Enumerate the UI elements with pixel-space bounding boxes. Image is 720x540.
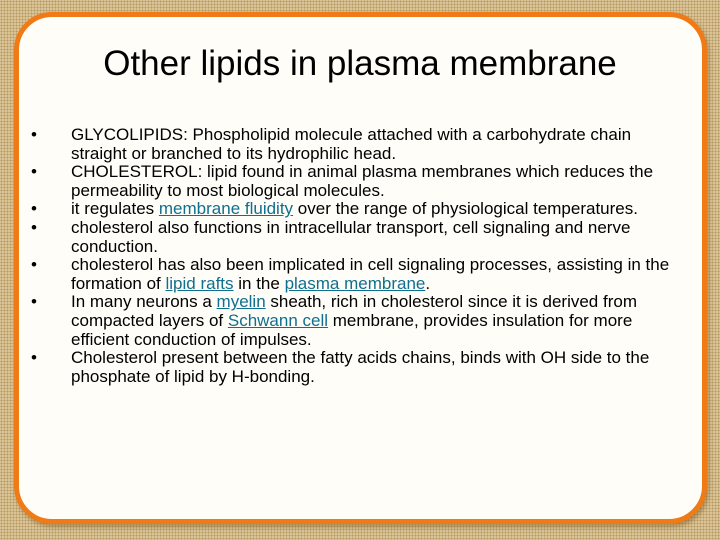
bullet-marker: • — [31, 255, 37, 275]
bullet-text: In many neurons a — [71, 292, 217, 312]
bullet-text: . — [425, 273, 431, 293]
bullet-marker: • — [31, 125, 37, 144]
bullet-link[interactable]: myelin — [216, 292, 266, 312]
bullet-item — [28, 126, 688, 163]
bullet-link[interactable]: lipid rafts — [165, 273, 234, 293]
bullet-marker: • — [31, 199, 37, 219]
bullet-list — [28, 126, 688, 386]
bullet-text: cholesterol has also been implicated in cell signaling processes, assisting in the formation of — [71, 255, 670, 293]
bullet-link[interactable]: Schwann cell — [227, 310, 329, 330]
bullet-text: in the — [233, 273, 285, 293]
bullet-marker: • — [31, 348, 37, 368]
bullet-marker: • — [31, 217, 37, 237]
bullet-text: over the range of physiological temperatures. — [293, 199, 638, 219]
bullet-text: cholesterol also functions in intracellular transport, cell signaling and nerve conduction. — [71, 217, 631, 256]
bullet-text: Cholesterol present between the fatty acids chains, binds with OH side to the phosphate of lipid by H-bonding. — [71, 348, 650, 386]
bullet-item — [28, 349, 688, 386]
bullet-text: CHOLESTEROL: lipid found in animal plasma membranes which reduces the permeability to most biological molecules. — [71, 162, 654, 200]
bullet-item — [28, 293, 688, 349]
bullet-link[interactable]: plasma membrane — [284, 273, 426, 293]
slide-title: Other lipids in plasma membrane — [103, 44, 617, 83]
bullet-text: membrane, provides insulation for more efficient conduction of impulses. — [71, 310, 633, 349]
bullet-link[interactable]: membrane fluidity — [158, 199, 294, 219]
bullet-marker: • — [31, 292, 37, 312]
bullet-item — [28, 163, 688, 200]
bullet-item — [28, 200, 688, 219]
bullet-text: sheath, rich in cholesterol since it is derived from compacted layers of — [71, 292, 637, 330]
bullet-text: GLYCOLIPIDS: Phospholipid molecule attached with a carbohydrate chain straight or branched to its hydrophilic head. — [71, 125, 632, 163]
bullet-text: it regulates — [71, 199, 159, 219]
bullet-item — [28, 256, 688, 293]
bullet-marker: • — [31, 162, 37, 182]
bullet-item — [28, 219, 688, 256]
